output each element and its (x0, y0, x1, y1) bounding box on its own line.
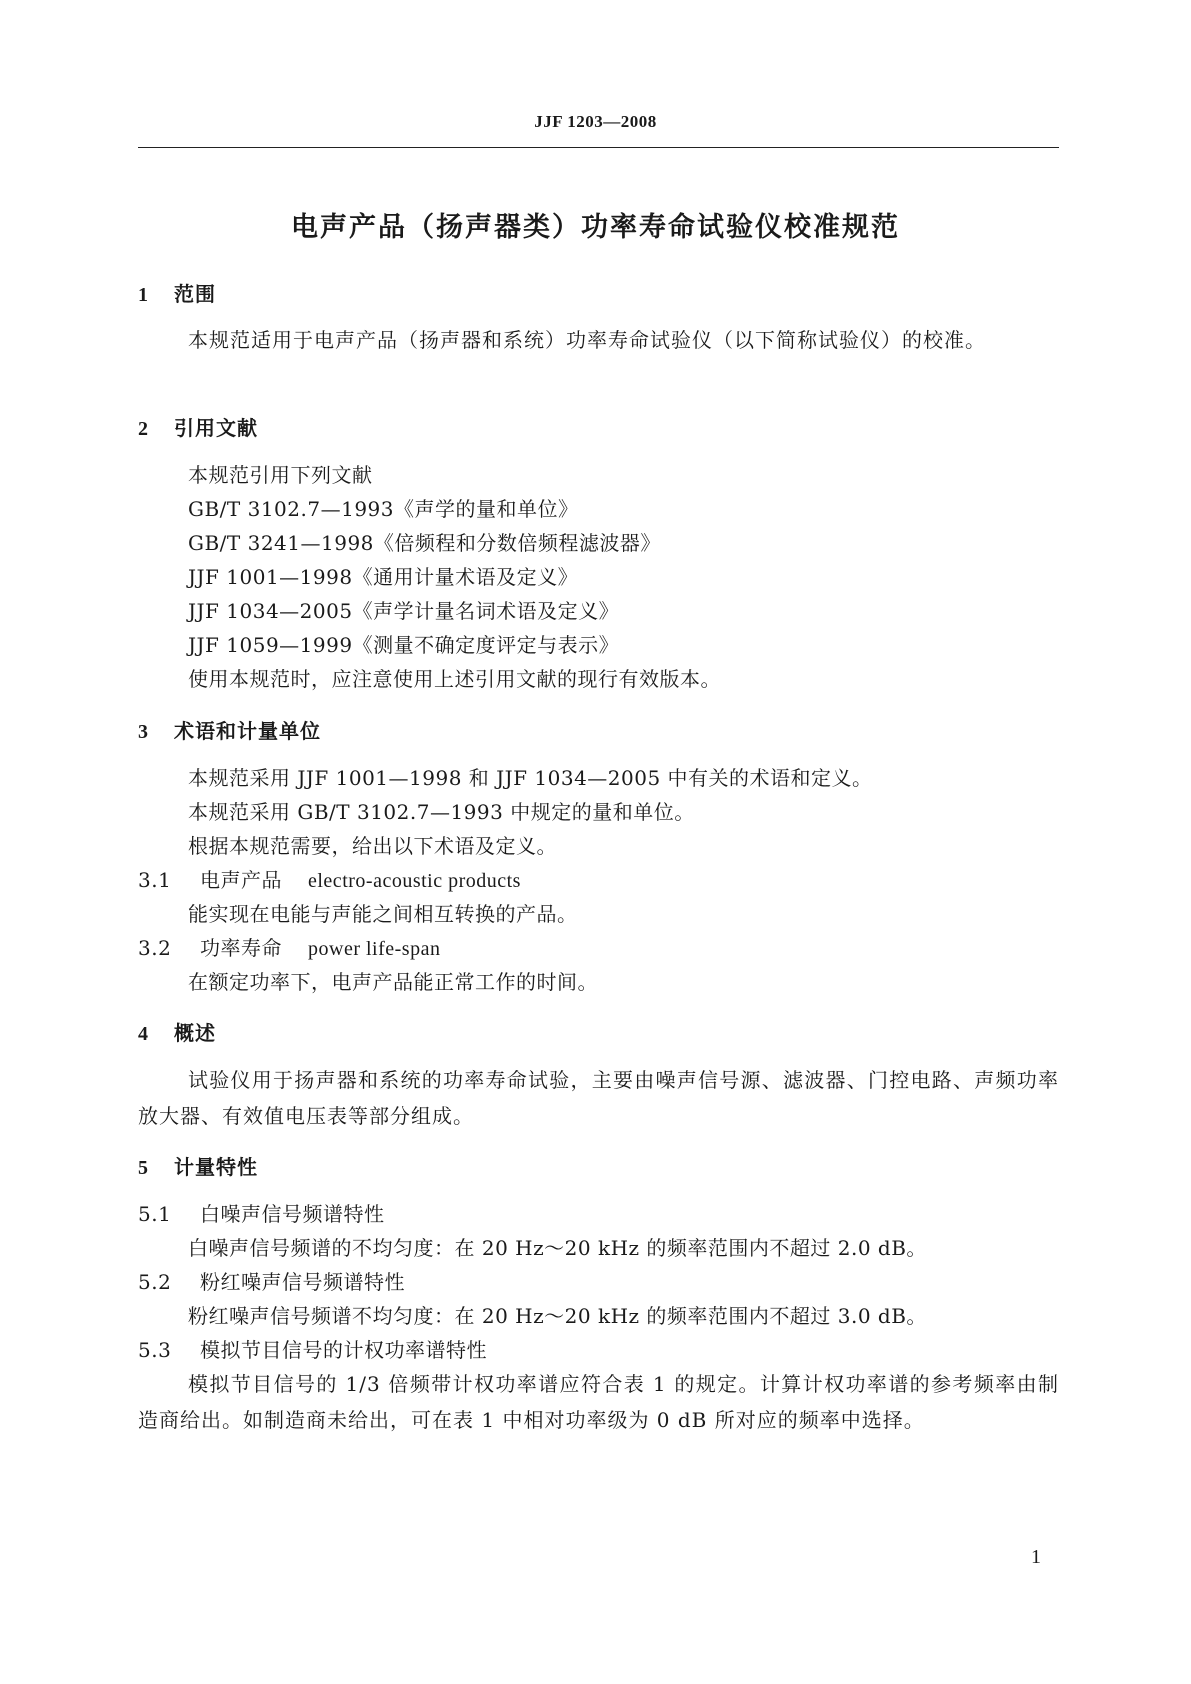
term-3-1 (138, 862, 521, 899)
section-number: 3 (138, 721, 149, 743)
term-english: power life-span (308, 938, 441, 960)
reference-item: GB/T 3241—1998《倍频程和分数倍频程滤波器》 (188, 531, 661, 555)
subsection-5-3-text: 模拟节目信号的 1/3 倍频带计权功率谱应符合表 1 的规定。计算计权功率谱的参考频率由制造商给出。如制造商未给出，可在表 1 中相对功率级为 0 dB 所对应的频率中选择。 (138, 1372, 1059, 1432)
section-3-heading (138, 715, 321, 744)
document-code-header: JJF 1203—2008 (534, 112, 657, 131)
section-number: 5 (138, 1157, 149, 1179)
subsection-5-3-heading (138, 1332, 487, 1368)
term-definition: 在额定功率下，电声产品能正常工作的时间。 (188, 970, 598, 994)
section-1-heading (138, 278, 216, 307)
term-english: electro-acoustic products (308, 870, 521, 892)
subsection-title: 粉红噪声信号频谱特性 (200, 1270, 405, 1294)
section-number: 4 (138, 1023, 149, 1045)
section-title: 引用文献 (174, 416, 258, 440)
reference-item: JJF 1034—2005《声学计量名词术语及定义》 (188, 599, 620, 623)
term-chinese: 功率寿命 (200, 936, 282, 960)
page-number: 1 (1031, 1546, 1041, 1568)
reference-item: JJF 1001—1998《通用计量术语及定义》 (188, 565, 579, 589)
term-chinese: 电声产品 (200, 868, 282, 892)
term-3-2 (138, 930, 440, 967)
subsection-number: 5.3 (138, 1338, 172, 1362)
term-definition: 能实现在电能与声能之间相互转换的产品。 (188, 902, 578, 926)
section-4-paragraph: 试验仪用于扬声器和系统的功率寿命试验，主要由噪声信号源、滤波器、门控电路、声频功率放大器、有效值电压表等部分组成。 (138, 1068, 1059, 1128)
reference-item: JJF 1059—1999《测量不确定度评定与表示》 (188, 633, 620, 657)
section-5-heading (138, 1151, 258, 1180)
subsection-number: 3.1 (138, 868, 172, 892)
section-title: 术语和计量单位 (174, 719, 321, 743)
section-2-heading (138, 412, 258, 441)
subsection-title: 模拟节目信号的计权功率谱特性 (200, 1338, 487, 1362)
header-rule (138, 147, 1059, 148)
subsection-number: 3.2 (138, 936, 172, 960)
references-note: 使用本规范时，应注意使用上述引用文献的现行有效版本。 (188, 667, 721, 691)
subsection-5-2-text: 粉红噪声信号频谱不均匀度：在 20 Hz～20 kHz 的频率范围内不超过 3.0 dB。 (188, 1304, 927, 1328)
subsection-number: 5.1 (138, 1202, 172, 1226)
references-intro: 本规范引用下列文献 (188, 463, 373, 487)
section-number: 2 (138, 418, 149, 440)
section-number: 1 (138, 284, 149, 306)
section-3-line: 根据本规范需要，给出以下术语及定义。 (188, 834, 557, 858)
section-title: 范围 (174, 282, 216, 306)
subsection-5-1-heading (138, 1196, 385, 1232)
subsection-number: 5.2 (138, 1270, 172, 1294)
section-3-line: 本规范采用 JJF 1001—1998 和 JJF 1034—2005 中有关的术语和定义。 (188, 766, 873, 790)
section-1-paragraph: 本规范适用于电声产品（扬声器和系统）功率寿命试验仪（以下简称试验仪）的校准。 (188, 328, 986, 352)
subsection-5-2-heading (138, 1264, 405, 1300)
section-3-line: 本规范采用 GB/T 3102.7—1993 中规定的量和单位。 (188, 800, 695, 824)
reference-item: GB/T 3102.7—1993《声学的量和单位》 (188, 497, 579, 521)
subsection-5-1-text: 白噪声信号频谱的不均匀度：在 20 Hz～20 kHz 的频率范围内不超过 2.0 dB。 (188, 1236, 927, 1260)
section-title: 概述 (174, 1021, 216, 1045)
subsection-title: 白噪声信号频谱特性 (200, 1202, 385, 1226)
section-title: 计量特性 (174, 1155, 258, 1179)
document-title: 电声产品（扬声器类）功率寿命试验仪校准规范 (291, 212, 900, 243)
section-4-heading (138, 1017, 216, 1046)
